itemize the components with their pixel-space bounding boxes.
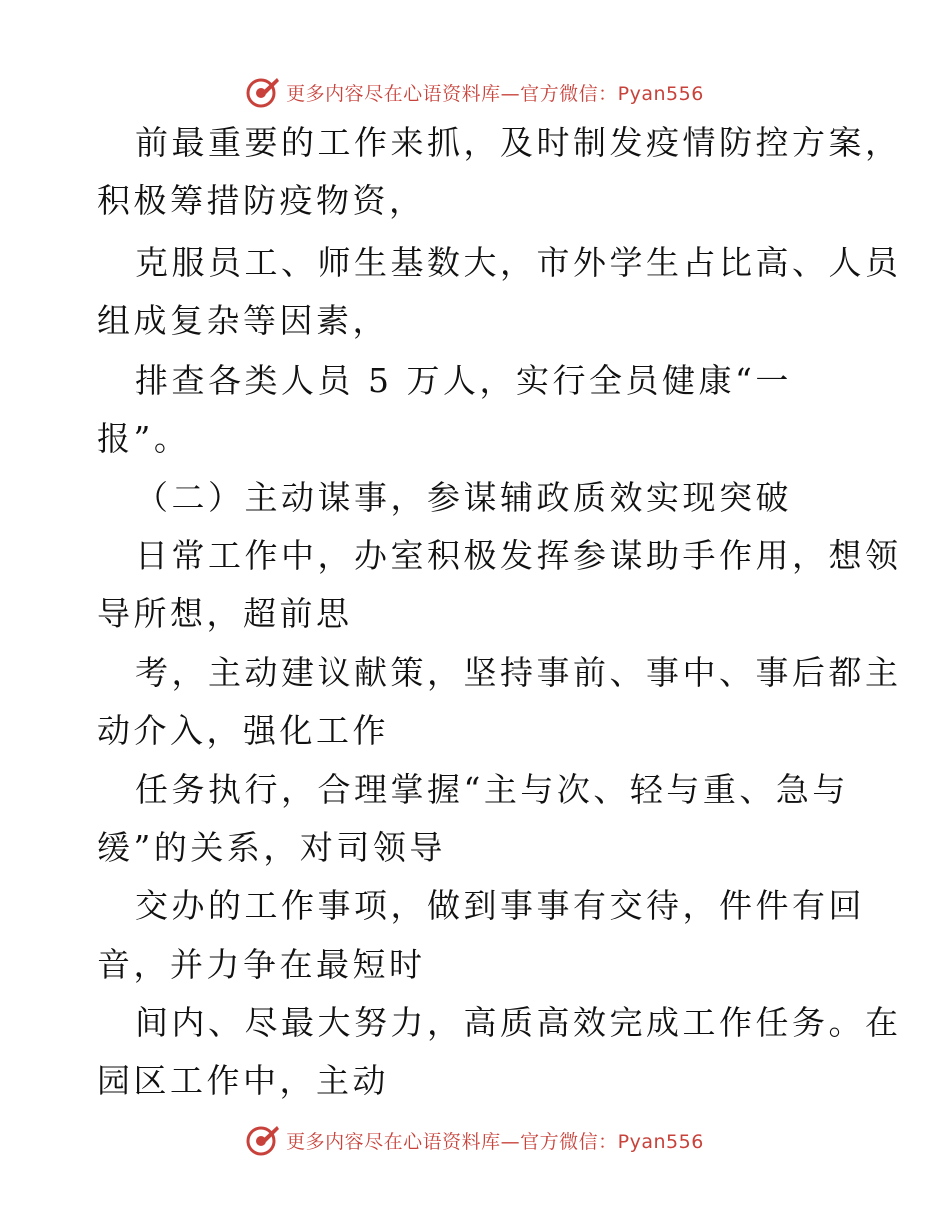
- footer-watermark: [0, 1120, 950, 1160]
- body-line: 前最重要的工作来抓，及时制发疫情防控方案，: [135, 123, 902, 162]
- body-line: 导所想，超前思: [97, 594, 353, 633]
- body-line: 组成复杂等因素，: [97, 301, 389, 340]
- body-line: 考，主动建议献策，坚持事前、事中、事后都主: [135, 653, 902, 692]
- body-line: 报”。: [97, 419, 191, 458]
- body-line: 克服员工、师生基数大，市外学生占比高、人员: [135, 243, 902, 282]
- body-line: 缓”的关系，对司领导: [97, 828, 446, 867]
- pen-nib-circle-icon: [246, 75, 280, 109]
- body-line: 排查各类人员 5 万人，实行全员健康“一: [135, 361, 792, 400]
- body-line: 园区工作中，主动: [97, 1061, 389, 1100]
- watermark-text: 更多内容尽在心语资料库—官方微信：Pyan556: [286, 82, 704, 105]
- body-line: 任务执行，合理掌握“主与次、轻与重、急与: [135, 770, 849, 809]
- section-heading: （二）主动谋事，参谋辅政质效实现突破: [135, 478, 792, 517]
- body-line: 日常工作中，办室积极发挥参谋助手作用，想领: [135, 536, 902, 575]
- body-line: 间内、尽最大努力，高质高效完成工作任务。在: [135, 1003, 902, 1042]
- body-line: 音，并力争在最短时: [97, 945, 426, 984]
- pen-nib-circle-icon: [246, 1123, 280, 1157]
- body-line: 交办的工作事项，做到事事有交待，件件有回: [135, 886, 865, 925]
- body-line: 动介入，强化工作: [97, 711, 389, 750]
- body-line: 积极筹措防疫物资，: [97, 181, 426, 220]
- watermark-text: 更多内容尽在心语资料库—官方微信：Pyan556: [286, 1130, 704, 1153]
- header-watermark: [0, 72, 950, 112]
